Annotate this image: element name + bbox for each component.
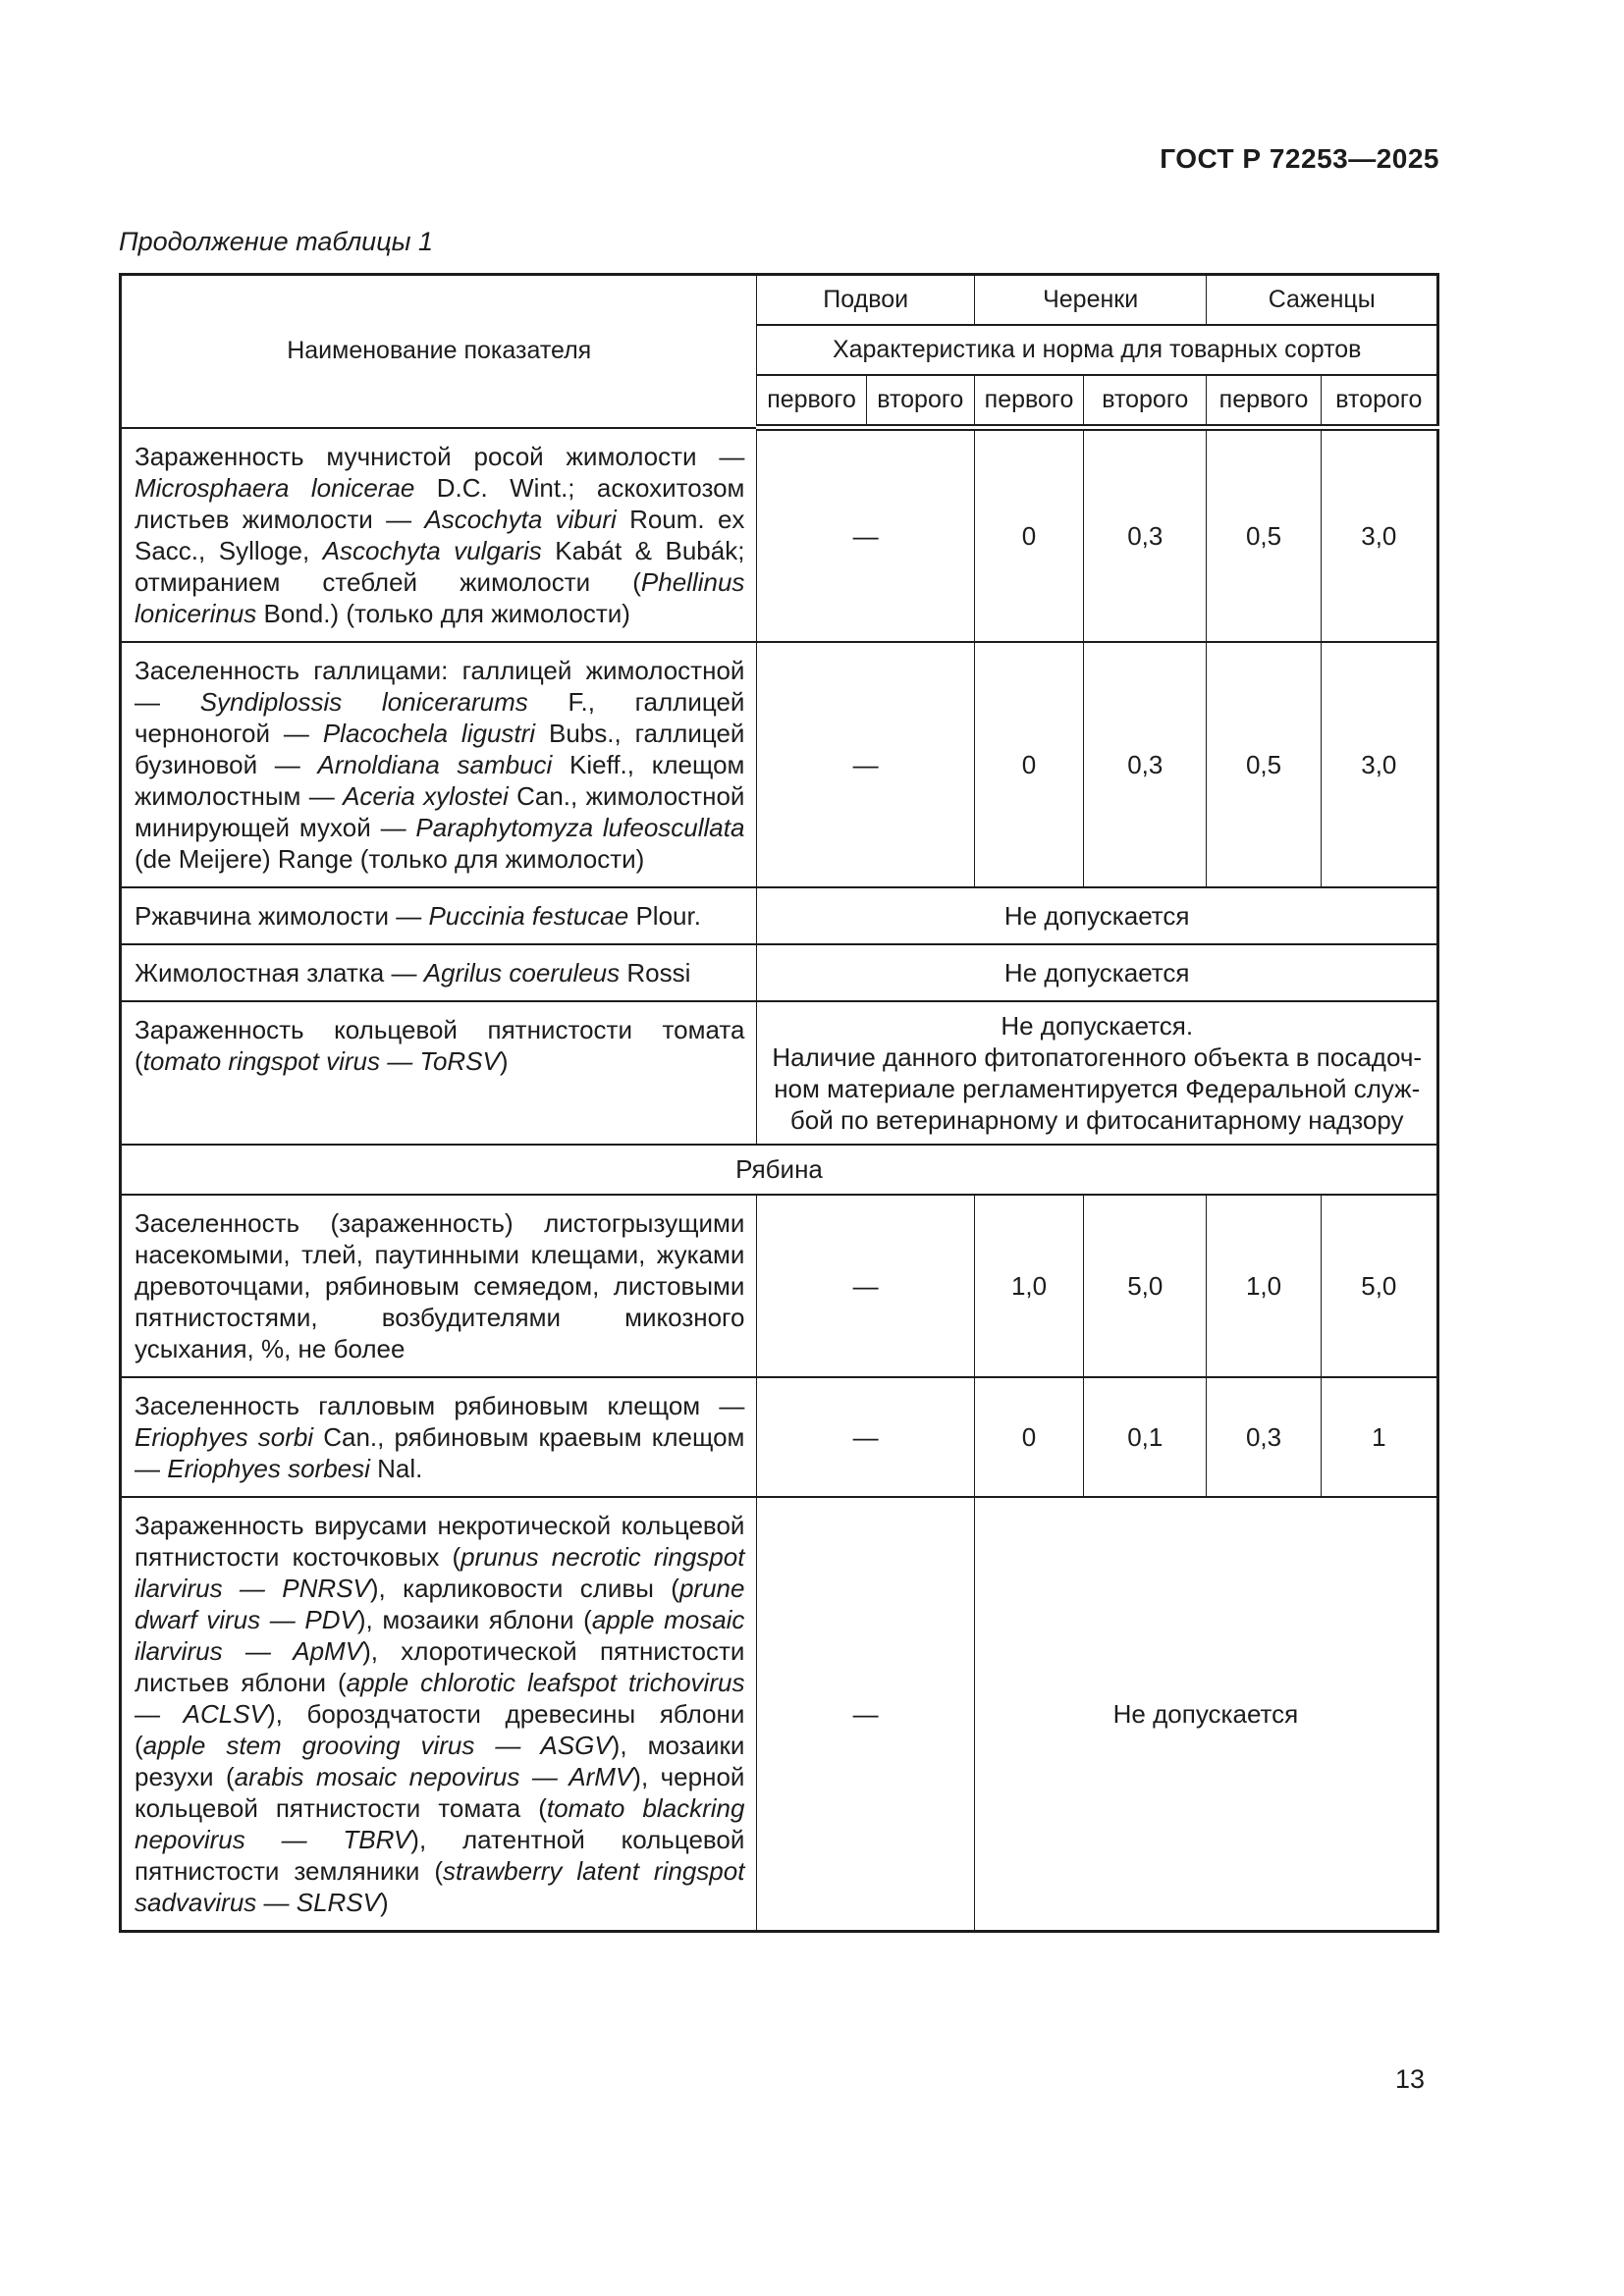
doc-number: ГОСТ Р 72253—2025: [1160, 143, 1439, 174]
indicator-name-cell: Заселенность (зараженность) листогрызущими насекомыми, тлей, паутинными клещами, жуками древоточцами, рябиновым семяедом, листовыми пятнистостями, возбудителями микозного усыхания, %, не более: [121, 1195, 757, 1377]
value-cell: 5,0: [1084, 1195, 1207, 1377]
table-caption: Продолжение таблицы 1: [119, 227, 434, 256]
indicator-name-cell: Ржавчина жимолости — Puccinia festucae Plour.: [121, 887, 757, 944]
page-number: 13: [1394, 2064, 1425, 2094]
value-cell: 0: [974, 1377, 1083, 1497]
table-row: [121, 1195, 1438, 1377]
col-header-grade-3: первого: [974, 375, 1083, 428]
value-cell: 1,0: [974, 1195, 1083, 1377]
value-cell: Не допускается: [757, 944, 1438, 1001]
col-header-grade-1: первого: [757, 375, 866, 428]
value-cell: —: [757, 1195, 974, 1377]
section-row: [121, 1145, 1438, 1195]
col-header-indicator-name: Наименование показателя: [121, 275, 757, 428]
indicator-name-cell: Зараженность мучнистой росой жимолости — Microsphaera lonicerae D.C. Wint.; аскохитозом листьев жимолости — Ascochyta viburi Roum. ex Sacc., Sylloge, Ascochyta vulgaris Kabát & Bubák; отмиранием стеблей жимолости (Phellinus lonicerinus Bond.) (только для жимолости): [121, 428, 757, 642]
table-header: [121, 275, 1438, 428]
value-cell: —: [757, 428, 974, 642]
table-row: [121, 428, 1438, 642]
value-cell: 0,3: [1207, 1377, 1321, 1497]
table-row: [121, 944, 1438, 1001]
value-cell: 0,5: [1207, 428, 1321, 642]
table-row: [121, 642, 1438, 887]
value-cell: 0,5: [1207, 642, 1321, 887]
indicator-name-cell: Заселенность галлицами: галлицей жимолостной — Syndiplossis lonicerarums F., галлицей черноногой — Placochela ligustri Bubs., галлицей бузиновой — Arnoldiana sambuci Kieff., клещом жимолостным — Aceria xylostei Can., жимолостной минирующей мухой — Paraphytomyza lufeoscullata (de Meijere) Range (только для жимолости): [121, 642, 757, 887]
table-row: [121, 1001, 1438, 1145]
value-cell: —: [757, 1497, 974, 1932]
table-row: [121, 1377, 1438, 1497]
value-cell: —: [757, 642, 974, 887]
value-cell: Не допускается. Наличие данного фитопатогенного объекта в посадоч- ном материале регламентируется Федеральной служ- бой по ветеринарному и фитосанитарному надзору: [757, 1001, 1438, 1145]
col-group-sazhentsy: Саженцы: [1207, 275, 1438, 326]
col-header-grade-6: второго: [1321, 375, 1437, 428]
section-label: Рябина: [121, 1145, 1438, 1195]
col-header-grade-5: первого: [1207, 375, 1321, 428]
value-cell: 0,3: [1084, 642, 1207, 887]
value-cell: 0: [974, 642, 1083, 887]
value-cell: —: [757, 1377, 974, 1497]
header-row-groups: [121, 275, 1438, 326]
value-cell: 3,0: [1321, 642, 1437, 887]
col-header-grade-2: второго: [866, 375, 974, 428]
value-cell: 3,0: [1321, 428, 1437, 642]
col-group-podvoi: Подвои: [757, 275, 974, 326]
indicator-name-cell: Заселенность галловым рябиновым клещом — Eriophyes sorbi Can., рябиновым краевым клещом — Eriophyes sorbesi Nal.: [121, 1377, 757, 1497]
col-group-cherenki: Черенки: [974, 275, 1207, 326]
table-body: [121, 428, 1438, 1932]
value-cell: 1: [1321, 1377, 1437, 1497]
col-header-grade-4: второго: [1084, 375, 1207, 428]
indicator-name-cell: Жимолостная златка — Agrilus coeruleus Rossi: [121, 944, 757, 1001]
value-cell: 0: [974, 428, 1083, 642]
value-cell: 0,3: [1084, 428, 1207, 642]
value-cell: Не допускается: [757, 887, 1438, 944]
table-row: [121, 887, 1438, 944]
table-row: [121, 1497, 1438, 1932]
value-cell: 5,0: [1321, 1195, 1437, 1377]
indicator-name-cell: Зараженность кольцевой пятнистости томата (tomato ringspot virus — ToRSV): [121, 1001, 757, 1145]
table1-continuation: [119, 273, 1439, 1933]
indicator-name-cell: Зараженность вирусами некротической кольцевой пятнистости косточковых (prunus necrotic ringspot ilarvirus — PNRSV), карликовости сливы (prune dwarf virus — PDV), мозаики яблони (apple mosaic ilarvirus — ApMV), хлоротической пятнистости листьев яблони (apple chlorotic leafspot trichovirus — ACLSV), бороздчатости древесины яблони (apple stem grooving virus — ASGV), мозаики резухи (arabis mosaic nepovirus — ArMV), черной кольцевой пятнистости томата (tomato blackring nepovirus — TBRV), латентной кольцевой пятнистости земляники (strawberry latent ringspot sadvavirus — SLRSV): [121, 1497, 757, 1932]
value-cell: 1,0: [1207, 1195, 1321, 1377]
col-subheader: Характеристика и норма для товарных сортов: [757, 325, 1438, 375]
value-cell: 0,1: [1084, 1377, 1207, 1497]
value-cell: Не допускается: [974, 1497, 1437, 1932]
